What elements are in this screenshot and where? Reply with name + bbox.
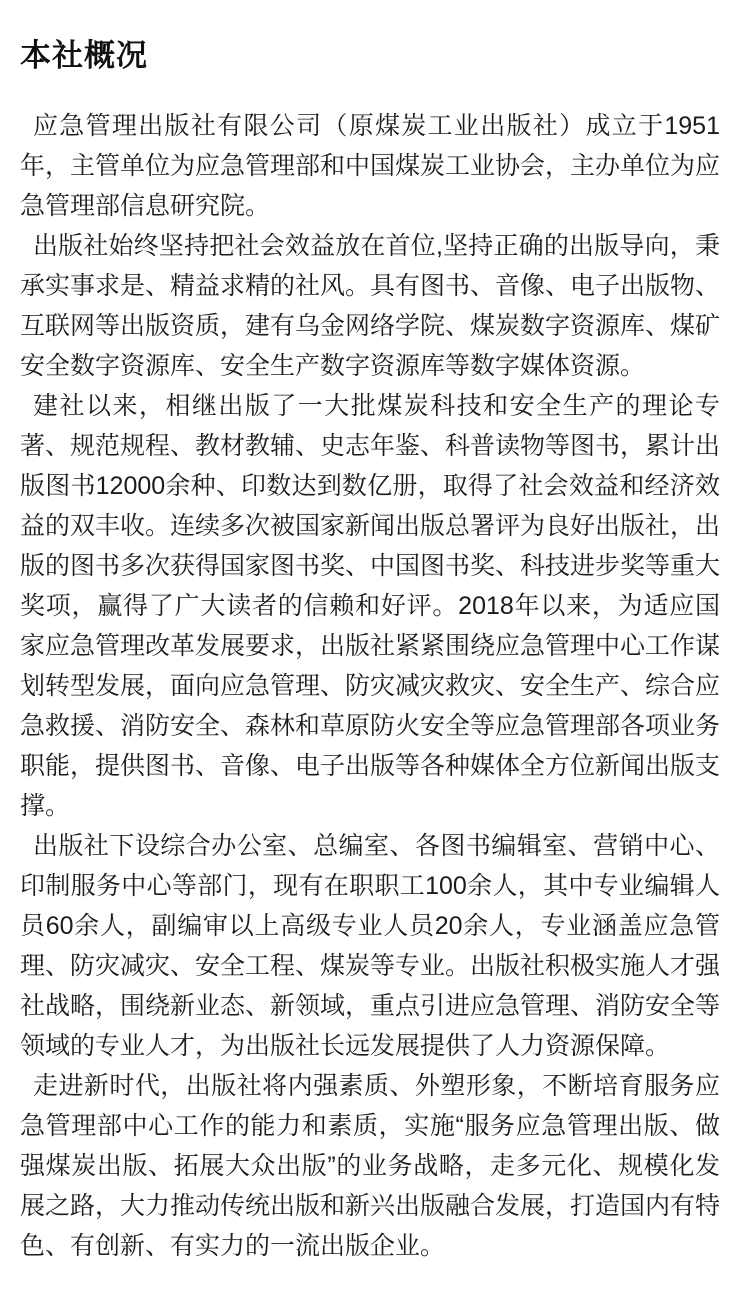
page-title: 本社概况 <box>20 38 148 73</box>
paragraph-publishing-achievements: 建社以来，相继出版了一大批煤炭科技和安全生产的理论专著、规范规程、教材教辅、史志年鉴、科普读物等图书，累计出版图书12000余种、印数达到数亿册，取得了社会效益和经济效益的双丰收。连续多次被国家新闻出版总署评为良好出版社，出版的图书多次获得国家图书奖、中国图书奖、科技进步奖等重大奖项，赢得了广大读者的信赖和好评。2018年以来，为适应国家应急管理改革发展要求，出版社紧紧围绕应急管理中心工作谋划转型发展，面向应急管理、防灾减灾救灾、安全生产、综合应急救援、消防安全、森林和草原防火安全等应急管理部各项业务职能，提供图书、音像、电子出版等各种媒体全方位新闻出版支撑。 <box>20 392 721 820</box>
paragraph-departments-staff: 出版社下设综合办公室、总编室、各图书编辑室、营销中心、印制服务中心等部门，现有在职职工100余人，其中专业编辑人员60余人，副编审以上高级专业人员20余人，专业涵盖应急管理、防灾减灾、安全工程、煤炭等专业。出版社积极实施人才强社战略，围绕新业态、新领域，重点引进应急管理、消防安全等领域的专业人才，为出版社长远发展提供了人力资源保障。 <box>20 832 721 1060</box>
paragraph-future-strategy: 走进新时代，出版社将内强素质、外塑形象，不断培育服务应急管理部中心工作的能力和素质，实施“服务应急管理出版、做强煤炭出版、拓展大众出版”的业务战略，走多元化、规模化发展之路，大力推动传统出版和新兴出版融合发展，打造国内有特色、有创新、有实力的一流出版企业。 <box>20 1072 721 1260</box>
paragraph-publishing-principles: 出版社始终坚持把社会效益放在首位,坚持正确的出版导向，秉承实事求是、精益求精的社风。具有图书、音像、电子出版物、互联网等出版资质，建有乌金网络学院、煤炭数字资源库、煤矿安全数字资源库、安全生产数字资源库等数字媒体资源。 <box>20 232 721 380</box>
paragraph-company-founding: 应急管理出版社有限公司（原煤炭工业出版社）成立于1951年，主管单位为应急管理部和中国煤炭工业协会，主办单位为应急管理部信息研究院。 <box>20 112 721 220</box>
